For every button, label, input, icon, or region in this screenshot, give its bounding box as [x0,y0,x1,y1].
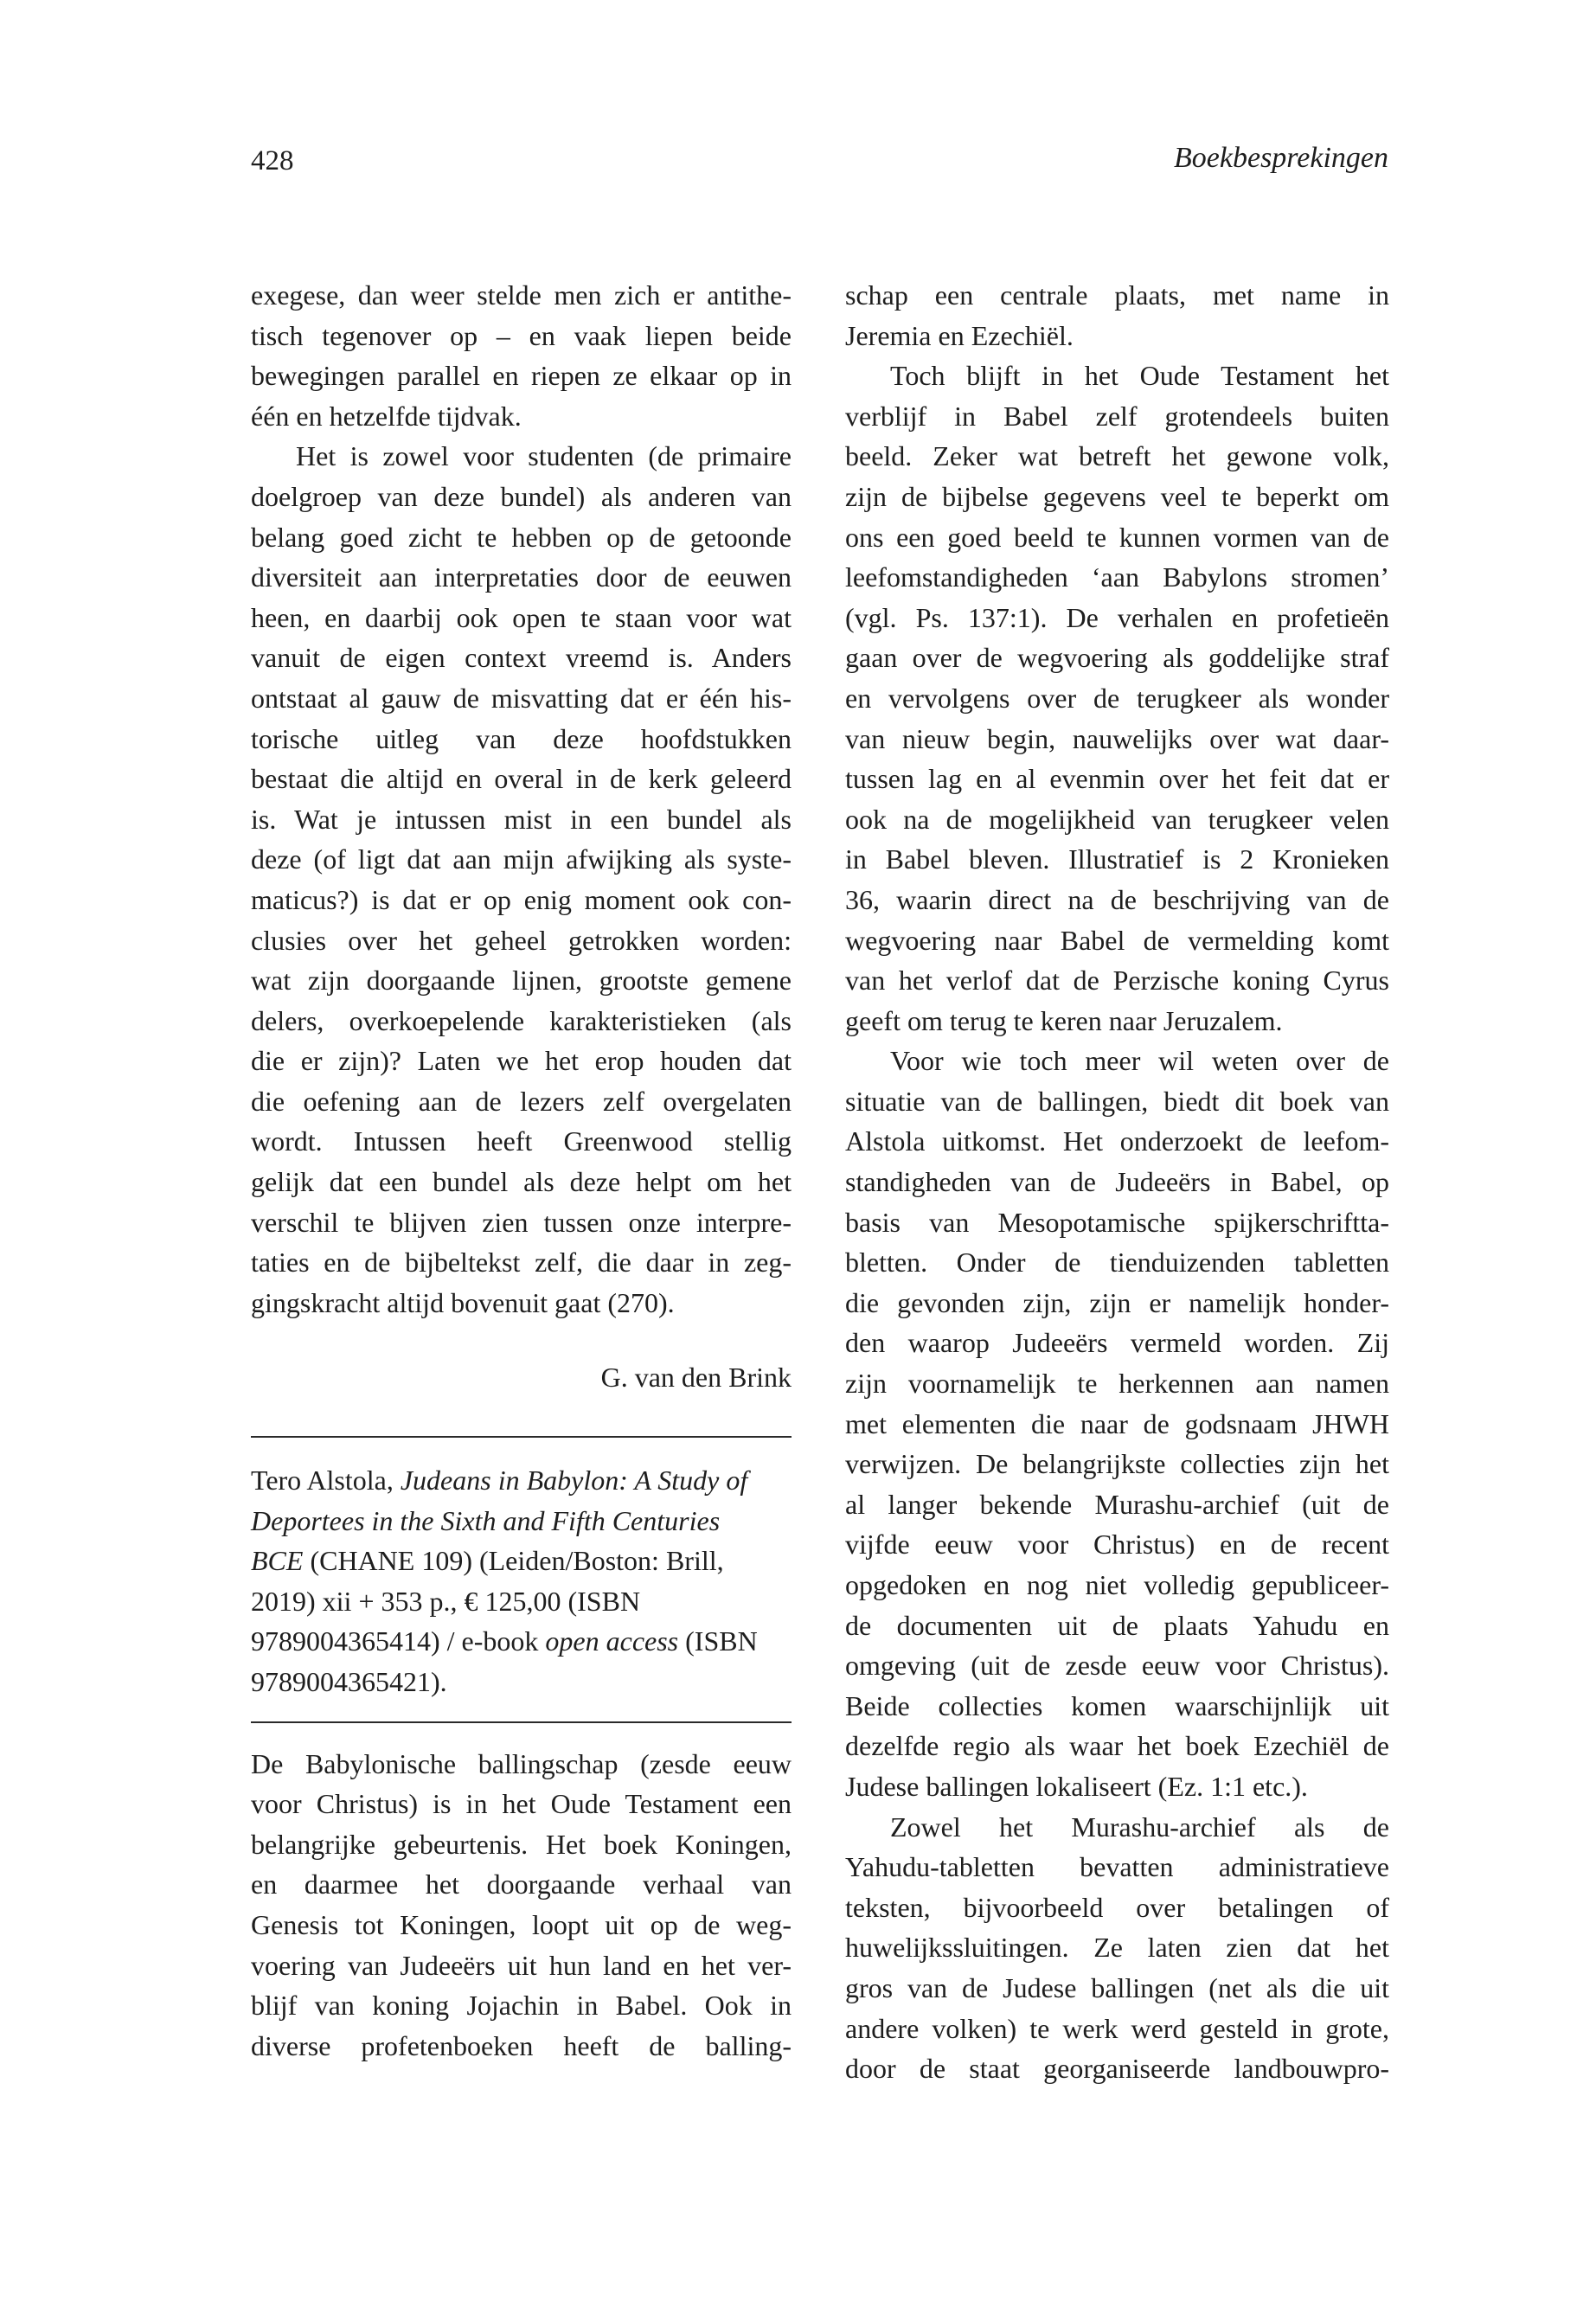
text-line: Het is zowel voor studenten (de primaire [296,440,792,472]
text-line: vanuit de eigen context vreemd is. Anders [251,642,792,674]
text-line: gelijk dat een bundel als deze helpt om het [251,1166,792,1198]
paragraph [845,1807,1389,2089]
text-line: die gevonden zijn, zijn er namelijk honder- [845,1286,1389,1318]
paragraph [845,1041,1389,1806]
text-line: beeld. Zeker wat betreft het gewone volk, [845,440,1389,472]
text-line: van het verlof dat de Perzische koning Cyrus [845,965,1389,997]
text-line: Jeremia en Ezechiël. [845,319,1074,351]
text-line: Yahudu-tabletten bevatten administratieve [845,1851,1389,1883]
text-line: door de staat georganiseerde landbouwpro- [845,2053,1389,2085]
text-line: 36, waarin direct na de beschrijving van de [845,883,1389,915]
text-line [251,1621,792,1662]
text-line: voering van Judeeërs uit hun land en het ver- [251,1949,792,1981]
text-line: bewegingen parallel en riepen ze elkaar op in [251,360,792,392]
text-line: ontstaat al gauw de misvatting dat er één his- [251,682,792,714]
reference-title: Judeans in Babylon: A Study of [400,1465,748,1497]
text-line: is. Wat je intussen mist in een bundel als [251,803,792,835]
text-line: met elementen die naar de godsnaam JHWH [845,1407,1389,1439]
text-line: delers, overkoepelende karakteristieken (als [251,1004,792,1036]
text-line: al langer bekende Murashu-archief (uit de [845,1488,1389,1520]
text-line: verschil te blijven zien tussen onze interpre- [251,1206,792,1238]
text-line: ons een goed beeld te kunnen vormen van de [845,521,1389,553]
text-line: Alstola uitkomst. Het onderzoekt de leefom- [845,1125,1389,1157]
text-line: tisch tegenover op – en vaak liepen beide [251,319,792,351]
text-line: maticus?) is dat er op enig moment ook con- [251,883,792,915]
text-line: geeft om terug te keren naar Jeruzalem. [845,1004,1283,1036]
text-line: Judese ballingen lokaliseert (Ez. 1:1 etc.). [845,1770,1308,1802]
text-line: andere volken) te werk werd gesteld in grote, [845,2012,1389,2044]
text-line: gingskracht altijd bovenuit gaat (270). [251,1286,675,1318]
text-line: taties en de bijbeltekst zelf, die daar in zeg- [251,1247,792,1279]
left-column [251,275,792,2066]
paragraph [251,1744,792,2067]
book-reference [251,1438,792,1721]
text-line: diverse profetenboeken heeft de balling- [251,2029,792,2061]
right-column [845,275,1389,2089]
paragraph [845,356,1389,1041]
text-line: één en hetzelfde tijdvak. [251,400,522,432]
text-line: teksten, bijvoorbeeld over betalingen of [845,1891,1389,1923]
text-line: bletten. Onder de tienduizenden tabletten [845,1247,1389,1279]
text-line: in Babel bleven. Illustratief is 2 Kronieken [845,843,1389,875]
text-line: gros van de Judese ballingen (net als die uit [845,1971,1389,2003]
reference-access: open access [545,1625,679,1657]
text-line: belangrijke gebeurtenis. Het boek Koningen, [251,1828,792,1860]
text-line: omgeving (uit de zesde eeuw voor Christus). [845,1650,1389,1682]
text-line: die oefening aan de lezers zelf overgelaten [251,1085,792,1117]
text-line: opgedoken en nog niet volledig gepubliceer- [845,1569,1389,1600]
paragraph [251,436,792,1323]
text-line: zijn de bijbelse gegevens veel te beperkt om [845,480,1389,512]
text-line: vijfde eeuw voor Christus) en de recent [845,1529,1389,1561]
text-line: Beide collecties komen waarschijnlijk uit [845,1689,1389,1721]
text-line: 9789004365421). [251,1666,447,1697]
text-line: ook na de mogelijkheid van terugkeer velen [845,803,1389,835]
text-line: situatie van de ballingen, biedt dit boek van [845,1085,1389,1117]
text-line: Toch blijft in het Oude Testament het [890,360,1389,392]
text-line: leefomstandigheden ‘aan Babylons stromen’ [845,561,1389,593]
text-line: basis van Mesopotamische spijkerschriftta- [845,1206,1389,1238]
text-line: diversiteit aan interpretaties door de eeuwen [251,561,792,593]
text-line: zijn voornamelijk te herkennen aan namen [845,1368,1389,1400]
text-line: Voor wie toch meer wil weten over de [890,1045,1389,1077]
text-line: De Babylonische ballingschap (zesde eeuw [251,1747,792,1779]
text-line [251,1541,792,1581]
divider [251,1721,792,1723]
text-line: en daarmee het doorgaande verhaal van [251,1868,792,1900]
paragraph [251,275,792,436]
text-line: dezelfde regio als waar het boek Ezechiël de [845,1730,1389,1762]
text-line: die er zijn)? Laten we het erop houden dat [251,1045,792,1077]
text-line: voor Christus) is in het Oude Testament een [251,1788,792,1820]
text-line: bestaat die altijd en overal in de kerk geleerd [251,763,792,795]
text-line: wordt. Intussen heeft Greenwood stellig [251,1125,792,1157]
text-line: de documenten uit de plaats Yahudu en [845,1609,1389,1641]
text-line: deze (of ligt dat aan mijn afwijking als syste- [251,843,792,875]
text-line: schap een centrale plaats, met name in [845,279,1389,311]
text-line: (vgl. Ps. 137:1). De verhalen en profetieën [845,601,1389,633]
text-line [251,1460,792,1501]
reference-author: Tero Alstola, [251,1465,401,1497]
text-line: en vervolgens over de terugkeer als wonder [845,682,1389,714]
text-line: huwelijkssluitingen. Ze laten zien dat het [845,1932,1389,1964]
text-line: standigheden van de Judeeërs in Babel, op [845,1166,1389,1198]
paragraph [845,275,1389,356]
reference-isbn: 9789004365414) / e-book [251,1625,546,1657]
reference-series: (CHANE 109) (Leiden/Boston: Brill, [303,1545,724,1577]
text-line: clusies over het geheel getrokken worden: [251,924,792,956]
text-line: exegese, dan weer stelde men zich er antithe- [251,279,792,311]
text-line: gaan over de wegvoering als goddelijke straf [845,642,1389,674]
running-title: Boekbesprekingen [1174,142,1388,174]
page-number: 428 [251,145,294,176]
text-line: den waarop Judeeërs vermeld worden. Zij [845,1327,1389,1359]
text-line: verwijzen. De belangrijkste collecties zijn het [845,1448,1389,1480]
text-line: 2019) xii + 353 p., € 125,00 (ISBN [251,1585,641,1617]
text-line: torische uitleg van deze hoofdstukken [251,722,792,754]
reviewer-signature: G. van den Brink [600,1362,792,1394]
text-line: wegvoering naar Babel de vermelding komt [845,924,1389,956]
text-line: heen, en daarbij ook open te staan voor wat [251,601,792,633]
text-line: tussen lag en al evenmin over het feit dat er [845,763,1389,795]
text-line: belang goed zicht te hebben op de getoonde [251,521,792,553]
text-line: Zowel het Murashu-archief als de [890,1811,1389,1843]
reference-title: BCE [251,1545,304,1577]
text-line: Genesis tot Koningen, loopt uit op de weg- [251,1908,792,1940]
reference-isbn-label: (ISBN [678,1625,758,1657]
text-line [251,1501,792,1541]
text-line: doelgroep van deze bundel) als anderen van [251,480,792,512]
reference-title: Deportees in the Sixth and Fifth Centuries [251,1504,721,1536]
text-line: blijf van koning Jojachin in Babel. Ook in [251,1990,792,2022]
text-line: van nieuw begin, nauwelijks over wat daar- [845,722,1389,754]
text-line: wat zijn doorgaande lijnen, grootste gemene [251,965,792,997]
text-line: verblijf in Babel zelf grotendeels buiten [845,400,1389,432]
